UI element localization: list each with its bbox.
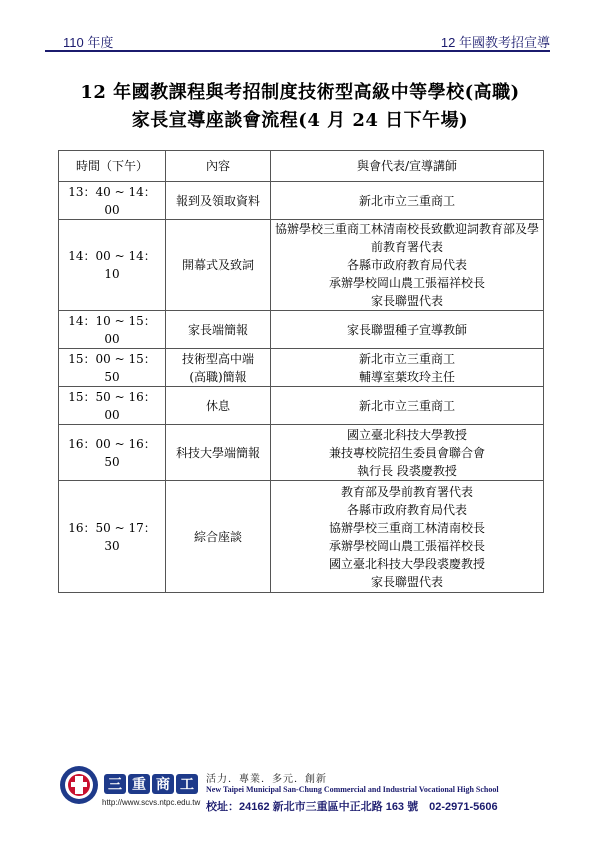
cell-content: 綜合座談 [166, 481, 271, 593]
column-header-time: 時間（下午） [59, 151, 166, 182]
cell-speaker: 新北市立三重商工 輔導室葉玫玲主任 [271, 349, 544, 387]
school-slogan: 活力．專業．多元．創新 [206, 774, 327, 785]
school-brand-blocks [104, 774, 202, 794]
cell-speaker: 教育部及學前教育署代表 各縣市政府教育局代表 協辦學校三重商工林清南校長 承辦學校岡山農工張福祥校長 國立臺北科技大學段裘慶教授 家長聯盟代表 [271, 481, 544, 593]
page-title: 12 年國教課程與考招制度技術型高級中等學校(高職) [80, 82, 520, 103]
school-english-name: New Taipei Municipal San-Chung Commercial and Industrial Vocational High School [206, 785, 499, 794]
cell-content: 技術型高中端 (高職)簡報 [166, 349, 271, 387]
table-row [59, 182, 544, 220]
header-rule [45, 50, 550, 52]
cell-time: 14：00 ~ 14：10 [59, 220, 166, 311]
page-subtitle: 家長宣導座談會流程(4 月 24 日下午場) [131, 110, 469, 131]
page-footer [58, 764, 548, 819]
table-row [59, 311, 544, 349]
header-year: 110 年度 [63, 35, 114, 50]
cell-content: 開幕式及致詞 [166, 220, 271, 311]
cell-time: 14：10 ~ 15：00 [59, 311, 166, 349]
cell-content: 報到及領取資料 [166, 182, 271, 220]
table-row [59, 387, 544, 425]
cell-content: 家長端簡報 [166, 311, 271, 349]
cell-speaker: 新北市立三重商工 [271, 182, 544, 220]
cell-speaker: 國立臺北科技大學教授 兼技專校院招生委員會聯合會 執行長 段裘慶教授 [271, 425, 544, 481]
school-url: http://www.scvs.ntpc.edu.tw [102, 798, 201, 807]
table-row [59, 481, 544, 593]
cell-time: 16：50 ~ 17：30 [59, 481, 166, 593]
table-row [59, 349, 544, 387]
cell-speaker: 家長聯盟種子宣導教師 [271, 311, 544, 349]
cell-content: 休息 [166, 387, 271, 425]
header-topic: 12 年國教考招宣導 [440, 35, 550, 50]
cell-speaker: 協辦學校三重商工林清南校長致歡迎詞教育部及學前教育署代表 各縣市政府教育局代表 承辦學校岡山農工張福祥校長 家長聯盟代表 [271, 220, 544, 311]
schedule-table [58, 150, 544, 593]
brand-char: 商 [152, 774, 174, 794]
school-emblem-icon [58, 764, 100, 806]
school-address: 校址：24162 新北市三重區中正北路 163 號 02-2971-5606 [206, 801, 498, 813]
cell-time: 15：50 ~ 16：00 [59, 387, 166, 425]
brand-char: 三 [104, 774, 126, 794]
table-row [59, 220, 544, 311]
page-header [45, 30, 550, 50]
brand-char: 重 [128, 774, 150, 794]
cell-time: 13：40 ~ 14：00 [59, 182, 166, 220]
brand-char: 工 [176, 774, 198, 794]
cell-time: 16：00 ~ 16：50 [59, 425, 166, 481]
cell-time: 15：00 ~ 15：50 [59, 349, 166, 387]
table-header-row [59, 151, 544, 182]
column-header-speaker: 與會代表/宣導講師 [271, 151, 544, 182]
table-row [59, 425, 544, 481]
column-header-content: 內容 [166, 151, 271, 182]
cell-content: 科技大學端簡報 [166, 425, 271, 481]
cell-speaker: 新北市立三重商工 [271, 387, 544, 425]
